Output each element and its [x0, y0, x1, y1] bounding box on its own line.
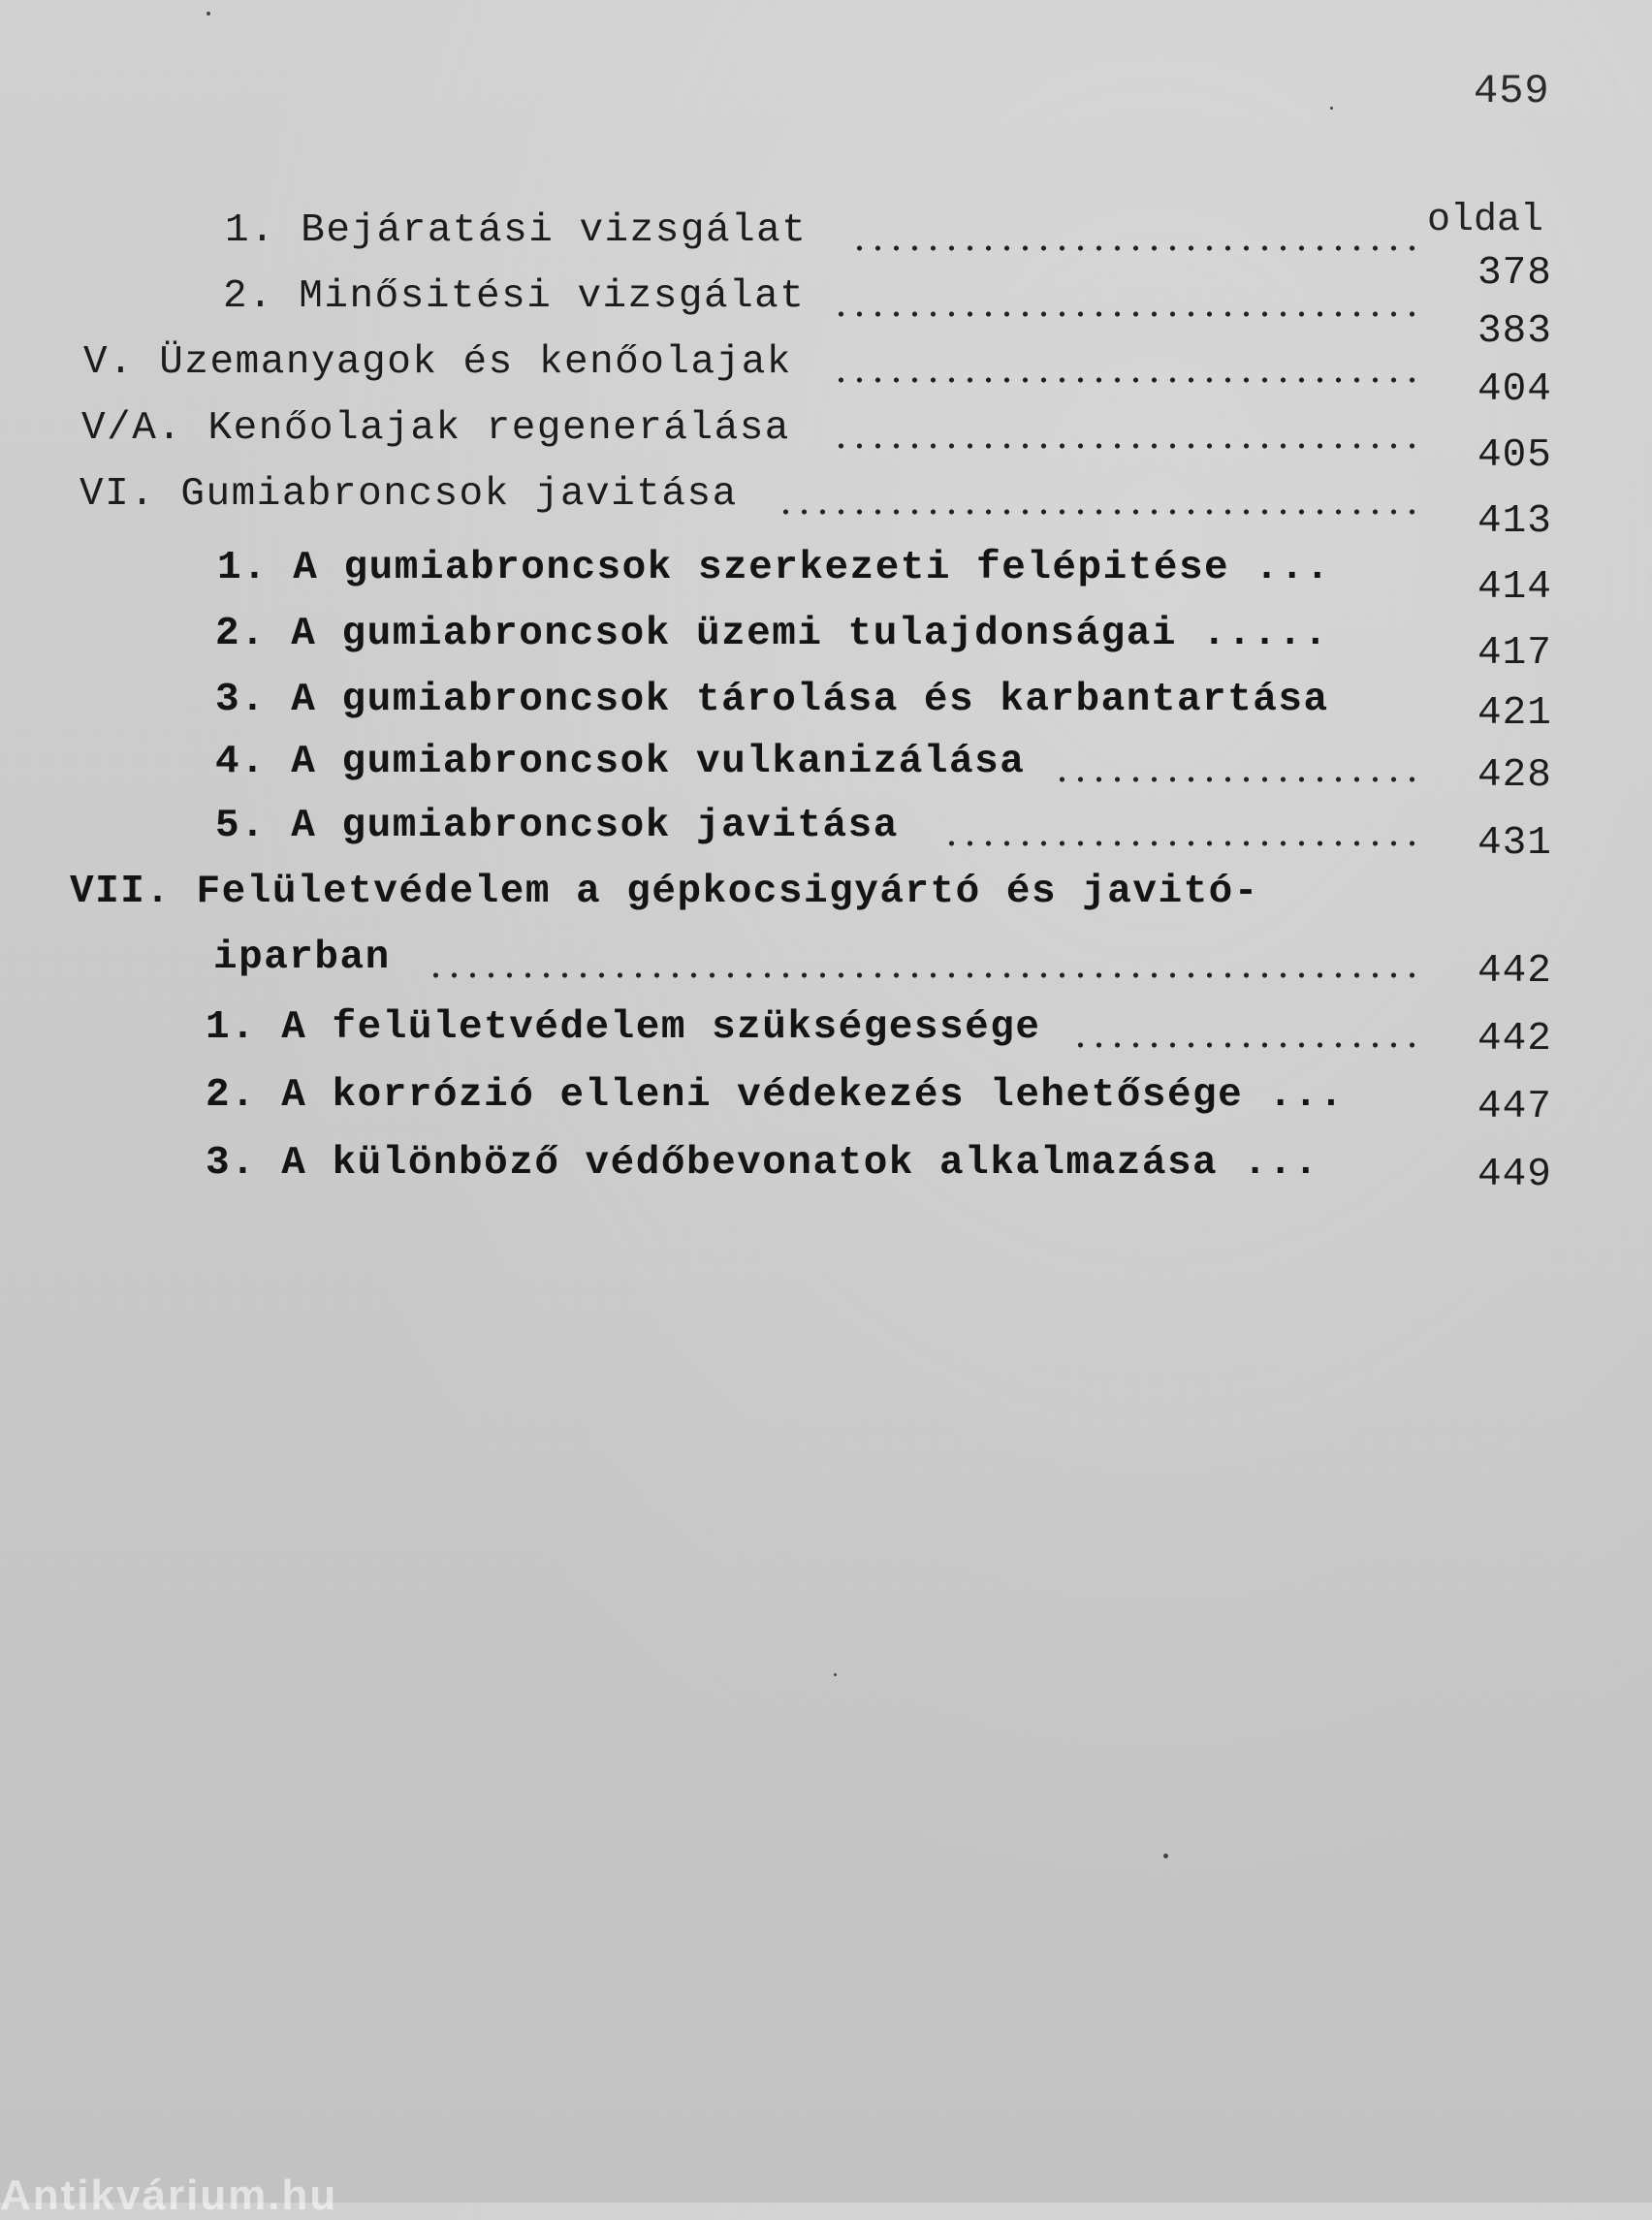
toc-entry [0, 333, 1652, 412]
toc-entry-page: 417 [1477, 631, 1552, 676]
toc-entry-page: 405 [1477, 433, 1552, 478]
dot-leader [427, 971, 1421, 979]
toc-entry-label: 2. A korrózió elleni védekezés lehetősége ... [206, 1073, 1345, 1118]
toc-entry-label: 3. A különböző védőbevonatok alkalmazása ... [206, 1141, 1319, 1186]
toc-entry-page: 404 [1477, 367, 1552, 412]
toc-entry [0, 399, 1652, 478]
dust-speck [834, 1673, 837, 1676]
dot-leader [942, 840, 1421, 847]
dot-leader [832, 310, 1421, 318]
toc-entry [0, 929, 1652, 994]
dot-leader [850, 244, 1421, 252]
toc-entry-page: 449 [1477, 1153, 1552, 1197]
toc-entry-page: 442 [1477, 949, 1552, 994]
toc-entry-label: 4. A gumiabroncsok vulkanizálása [215, 740, 1026, 784]
dot-leader [832, 442, 1421, 450]
toc-entry [0, 733, 1652, 798]
watermark-text: Antikvárium.hu [0, 2172, 338, 2219]
dot-leader [777, 508, 1421, 516]
toc-entry [0, 268, 1652, 354]
toc-entry-label: 2. A gumiabroncsok üzemi tulajdonságai ..... [215, 612, 1329, 656]
toc-entry-page: 383 [1477, 309, 1552, 354]
page-number: 459 [1474, 68, 1550, 114]
toc-entry-page: 414 [1477, 565, 1552, 610]
dust-speck [1330, 107, 1333, 110]
toc-entry-label: 1. A felületvédelem szükségessége [206, 1005, 1041, 1050]
toc-entry-page: 378 [1477, 251, 1552, 296]
toc-entry-page: 447 [1477, 1085, 1552, 1129]
dot-leader [1071, 1041, 1421, 1049]
toc-entry [0, 539, 1652, 610]
column-header-page: oldal [1427, 199, 1544, 242]
toc-entry [0, 605, 1652, 676]
toc-entry [0, 1066, 1652, 1129]
toc-entry-label: 2. Minősitési vizsgálat [223, 274, 806, 319]
toc-entry-page: 431 [1477, 821, 1552, 866]
toc-entry-page: 413 [1477, 499, 1552, 544]
toc-entry [0, 202, 1652, 296]
toc-entry-label: VII. Felületvédelem a gépkocsigyártó és javitó- [70, 870, 1259, 914]
toc-entry [0, 465, 1652, 544]
toc-entry [0, 863, 1652, 921]
toc-entry-page: 442 [1477, 1017, 1552, 1062]
toc-entry-label: VI. Gumiabroncsok javitása [79, 472, 738, 517]
toc-entry-page: 428 [1477, 753, 1552, 798]
toc-entry [0, 671, 1652, 736]
dot-leader [832, 376, 1421, 384]
toc-entry [0, 1134, 1652, 1197]
toc-entry-label: iparban [213, 936, 391, 980]
toc-entry-label: 1. Bejáratási vizsgálat [225, 208, 808, 253]
dust-speck [206, 12, 210, 16]
toc-entry-page: 421 [1477, 691, 1552, 736]
toc-entry [0, 797, 1652, 866]
toc-entry-label: 1. A gumiabroncsok szerkezeti felépitése ... [217, 546, 1331, 590]
toc-entry-label: V. Üzemanyagok és kenőolajak [83, 340, 792, 385]
toc-entry-label: 5. A gumiabroncsok javitása [215, 804, 899, 848]
toc-entry-label: 3. A gumiabroncsok tárolása és karbantartása [215, 678, 1329, 722]
dot-leader [1053, 776, 1421, 783]
toc-entry [0, 999, 1652, 1062]
toc-entry-label: V/A. Kenőolajak regenerálása [81, 406, 790, 451]
dust-speck [1163, 1854, 1168, 1858]
